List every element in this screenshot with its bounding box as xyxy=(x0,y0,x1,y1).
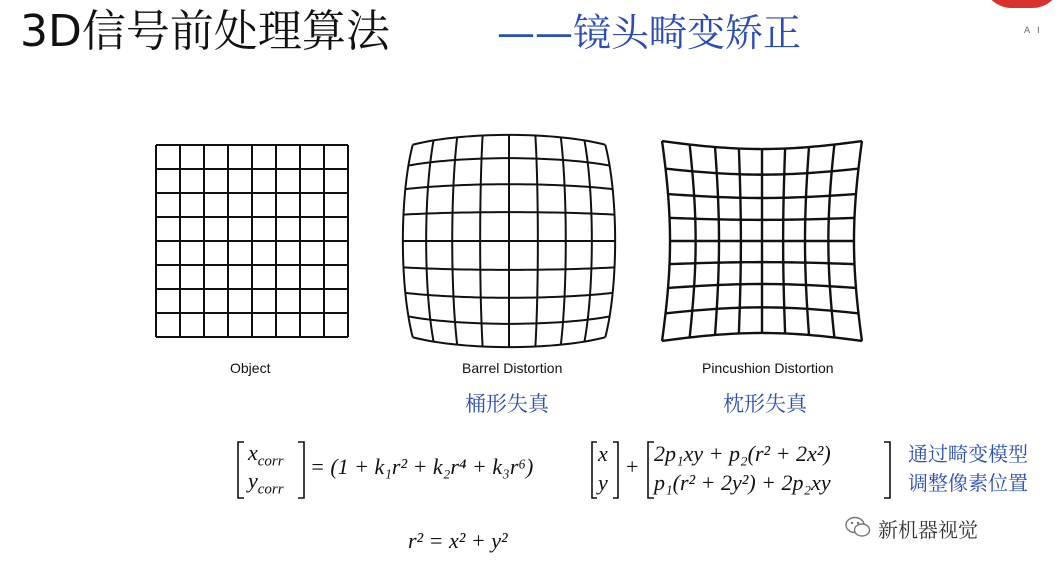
caption-barrel: Barrel Distortion xyxy=(462,360,563,376)
vector-x: x xyxy=(598,441,608,466)
lhs-x-symbol: x xyxy=(248,440,258,465)
radial-term: = (1 + k₁r² + k₂r⁴ + k₃r⁶) xyxy=(310,454,534,479)
object-grid xyxy=(156,145,348,337)
note-line-2: 调整像素位置 xyxy=(908,471,1028,495)
radius-formula: r² = x² + y² xyxy=(408,528,508,553)
page-subtitle: ——镜头畸变矫正 xyxy=(497,11,802,55)
watermark-text: 新机器视觉 xyxy=(878,518,978,542)
pincushion-grid-vline xyxy=(662,141,670,341)
caption-barrel-zh: 桶形失真 xyxy=(465,392,549,416)
caption-pincushion-zh: 枕形失真 xyxy=(723,392,807,416)
logo-text: A I xyxy=(1024,26,1042,36)
caption-object: Object xyxy=(230,360,271,376)
plus-sign: + xyxy=(626,454,639,479)
pincushion-grid-vline xyxy=(854,141,862,341)
barrel-grid xyxy=(403,135,615,347)
lhs-x xyxy=(248,440,284,470)
wechat-icon xyxy=(845,515,871,539)
lhs-y-sub: corr xyxy=(257,481,284,498)
pincushion-grid-hline xyxy=(662,141,862,149)
lhs-y-symbol: y xyxy=(248,468,258,493)
pincushion-grid xyxy=(662,141,862,341)
pincushion-grid-hline xyxy=(662,333,862,341)
tangential-top: 2p₁xy + p₂(r² + 2x²) xyxy=(654,441,831,466)
lhs-y xyxy=(248,468,284,498)
note-line-1: 通过畸变模型 xyxy=(908,442,1028,466)
distortion-formula xyxy=(236,438,906,504)
tangential-bottom: p₁(r² + 2y²) + 2p₂xy xyxy=(654,470,831,495)
caption-pincushion: Pincushion Distortion xyxy=(702,360,834,376)
vector-y: y xyxy=(598,470,608,495)
page-title: 3D信号前处理算法 xyxy=(20,6,390,57)
lhs-x-sub: corr xyxy=(257,453,284,470)
